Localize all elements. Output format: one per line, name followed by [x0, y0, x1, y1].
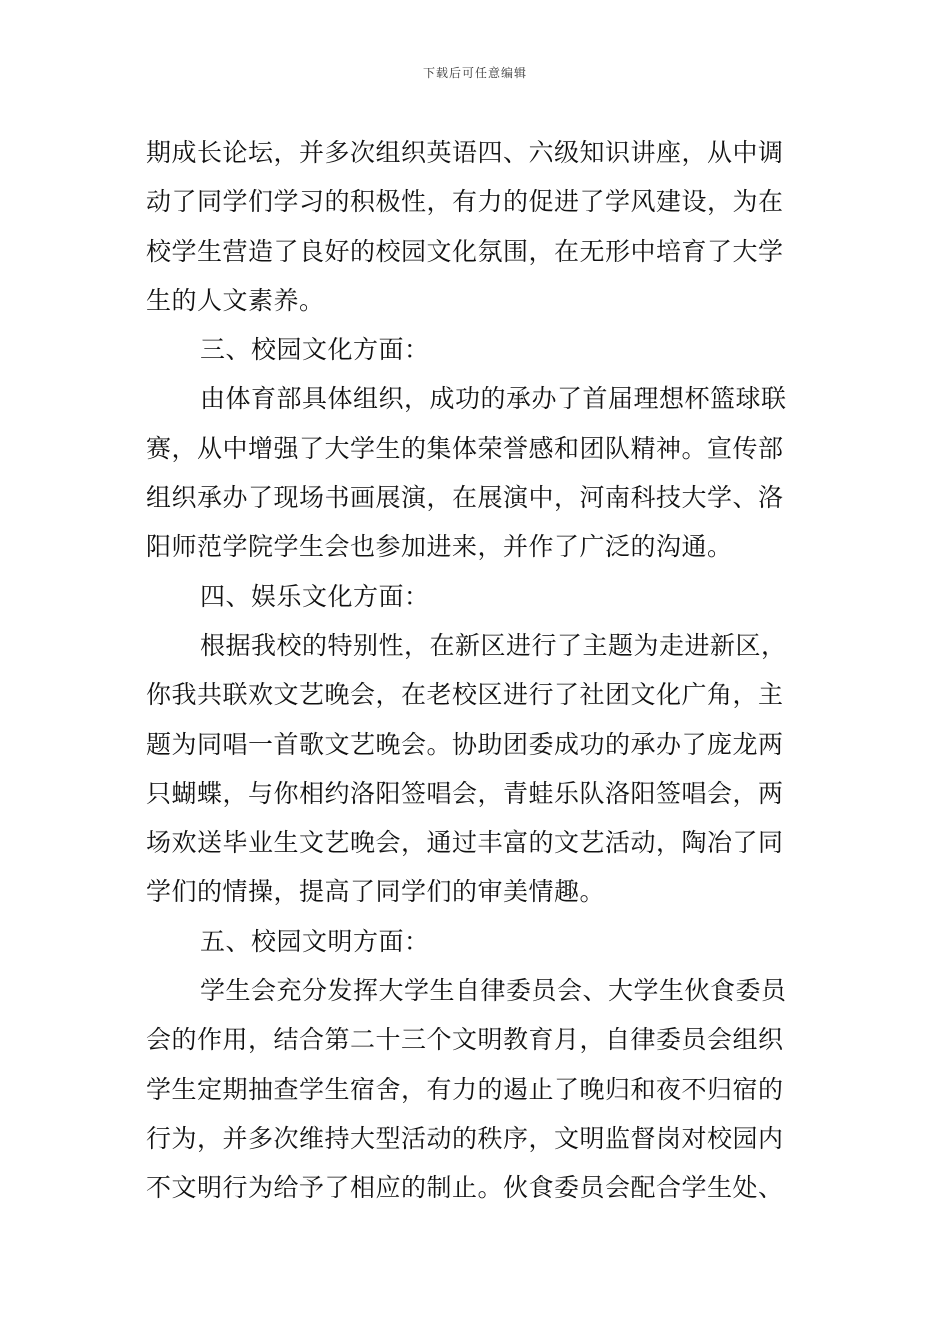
- text-line: 行为，并多次维持大型活动的秩序，文明监督岗对校园内: [146, 1123, 784, 1153]
- section-heading-entertainment: 四、娱乐文化方面：: [200, 581, 430, 611]
- text-line: 只蝴蝶，与你相约洛阳签唱会，青蛙乐队洛阳签唱会，两: [146, 778, 784, 808]
- text-line: 生的人文素养。: [146, 285, 325, 315]
- text-line: 你我共联欢文艺晚会，在老校区进行了社团文化广角，主: [146, 680, 784, 710]
- paragraph-first-line: 根据我校的特别性，在新区进行了主题为走进新区，: [200, 630, 787, 660]
- text-line: 赛，从中增强了大学生的集体荣誉感和团队精神。宣传部: [146, 433, 784, 463]
- text-line: 阳师范学院学生会也参加进来，并作了广泛的沟通。: [146, 532, 733, 562]
- text-line: 学生定期抽查学生宿舍，有力的遏止了晚归和夜不归宿的: [146, 1074, 784, 1104]
- text-line: 组织承办了现场书画展演，在展演中，河南科技大学、洛: [146, 483, 784, 513]
- text-line: 学们的情操，提高了同学们的审美情趣。: [146, 877, 606, 907]
- text-line: 期成长论坛，并多次组织英语四、六级知识讲座，从中调: [146, 138, 784, 167]
- section-heading-campus-culture: 三、校园文化方面：: [200, 335, 430, 365]
- paragraph-first-line: 学生会充分发挥大学生自律委员会、大学生伙食委员: [200, 976, 787, 1006]
- text-line: 场欢送毕业生文艺晚会，通过丰富的文艺活动，陶冶了同: [146, 828, 784, 858]
- text-line: 动了同学们学习的积极性，有力的促进了学风建设，为在: [146, 187, 784, 217]
- text-line: 不文明行为给予了相应的制止。伙食委员会配合学生处、: [146, 1173, 784, 1203]
- text-line: 校学生营造了良好的校园文化氛围，在无形中培育了大学: [146, 236, 784, 266]
- document-body: [146, 128, 816, 1213]
- text-line: 题为同唱一首歌文艺晚会。协助团委成功的承办了庞龙两: [146, 729, 784, 759]
- text-line: 会的作用，结合第二十三个文明教育月，自律委员会组织: [146, 1025, 784, 1055]
- page-header-note: 下载后可任意编辑: [422, 66, 527, 80]
- section-heading-civility: 五、校园文明方面：: [200, 926, 430, 956]
- paragraph-first-line: 由体育部具体组织，成功的承办了首届理想杯篮球联: [200, 384, 787, 414]
